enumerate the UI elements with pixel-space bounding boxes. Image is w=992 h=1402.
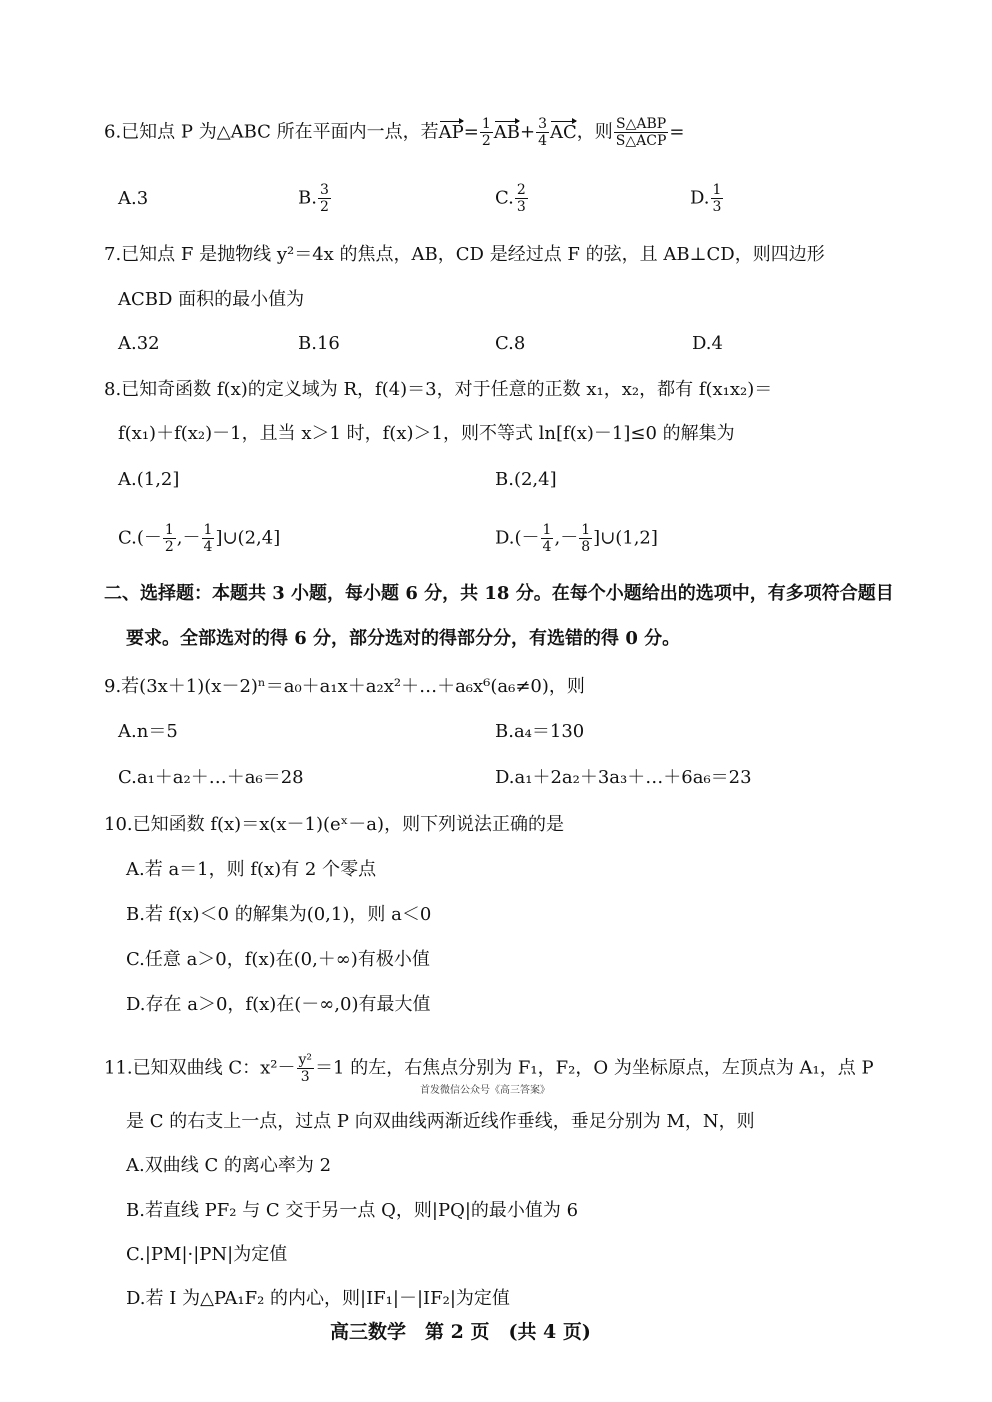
q7-stem-line2: ACBD 面积的最小值为 — [118, 289, 305, 310]
vector-ap: AP — [438, 121, 464, 143]
q11-option-a: A.双曲线 C 的离心率为 2 — [126, 1155, 332, 1176]
q6-option-d: D. $\frac{1}{3}$ — [690, 182, 722, 215]
q7-option-c: C.8 — [495, 333, 526, 354]
q10-stem: 10.已知函数 f(x)＝x(x－1)(eˣ－a)，则下列说法正确的是 — [104, 814, 565, 835]
q10-option-d: D.存在 a＞0，f(x)在(－∞,0)有最大值 — [126, 994, 431, 1015]
q10-option-c: C.任意 a＞0，f(x)在(0,＋∞)有极小值 — [126, 949, 430, 970]
vector-ab: AB — [493, 121, 520, 143]
q8-option-a: A.(1,2] — [118, 469, 180, 490]
q6-fraction-1: $\frac{1}{2}$ — [481, 116, 491, 149]
q7-option-d: D.4 — [692, 333, 723, 354]
section2-heading-line2: 要求。全部选对的得 6 分，部分选对的得部分分，有选错的得 0 分。 — [126, 628, 681, 649]
q7-option-a: A.32 — [118, 333, 160, 354]
q11-stem-line1: 11.已知双曲线 C：x²－ $\frac{\text{y²}}{3}$ ＝1 的左，右焦点分别为 F₁，F₂，O 为坐标原点，左顶点为 A₁，点 P — [104, 1052, 874, 1085]
q11-fraction: $\frac{\text{y²}}{3}$ — [298, 1052, 313, 1085]
q6-stem: 6.已知点 P 为△ABC 所在平面内一点，若AP= $\frac{1}{2}$ AB+ $\frac{3}{4}$ AC，则 $\frac{\text{S△ABP}}{\text{S△ACP}}$ = — [104, 116, 685, 149]
section2-heading-line1: 二、选择题：本题共 3 小题，每小题 6 分，共 18 分。在每个小题给出的选项中，有多项符合题目 — [104, 583, 894, 604]
q8-stem-line2: f(x₁)＋f(x₂)－1，且当 x＞1 时，f(x)＞1，则不等式 ln[f(x)－1]≤0 的解集为 — [118, 423, 735, 444]
q9-stem: 9.若(3x＋1)(x－2)ⁿ＝a₀＋a₁x＋a₂x²＋…＋a₆x⁶(a₆≠0)，则 — [104, 676, 585, 697]
q10-option-a: A.若 a＝1，则 f(x)有 2 个零点 — [126, 859, 377, 880]
q11-option-c: C.|PM|·|PN|为定值 — [126, 1244, 288, 1265]
q6-option-c: C. $\frac{2}{3}$ — [495, 182, 526, 215]
q7-stem-line1: 7.已知点 F 是抛物线 y²＝4x 的焦点，AB，CD 是经过点 F 的弦，且 AB⊥CD，则四边形 — [104, 244, 825, 265]
q8-option-d: D.(－ $\frac{1}{4}$ ,－ $\frac{1}{8}$ ]∪(1,2] — [495, 522, 658, 555]
q7-option-b: B.16 — [298, 333, 340, 354]
vector-ac: AC — [550, 121, 577, 143]
q10-option-b: B.若 f(x)＜0 的解集为(0,1)，则 a＜0 — [126, 904, 432, 925]
q6-fraction-2: $\frac{3}{4}$ — [538, 116, 548, 149]
q8-stem-line1: 8.已知奇函数 f(x)的定义域为 R，f(4)＝3，对于任意的正数 x₁，x₂，都有 f(x₁x₂)＝ — [104, 379, 773, 400]
q6-option-a: A.3 — [118, 188, 149, 209]
q6-area-ratio: $\frac{\text{S△ABP}}{\text{S△ACP}}$ — [615, 116, 667, 149]
watermark-text: 首发微信公众号《高三答案》 — [420, 1085, 550, 1096]
q11-option-b: B.若直线 PF₂ 与 C 交于另一点 Q，则|PQ|的最小值为 6 — [126, 1200, 579, 1221]
q9-option-d: D.a₁＋2a₂＋3a₃＋…＋6a₆＝23 — [495, 767, 752, 788]
page-footer: 高三数学 第 2 页 (共 4 页) — [330, 1321, 591, 1343]
q11-option-d: D.若 I 为△PA₁F₂ 的内心，则|IF₁|－|IF₂|为定值 — [126, 1288, 510, 1309]
q8-option-b: B.(2,4] — [495, 469, 557, 490]
q6-option-b: B. $\frac{3}{2}$ — [298, 182, 329, 215]
q9-option-a: A.n＝5 — [118, 721, 178, 742]
q11-stem-line2: 是 C 的右支上一点，过点 P 向双曲线两渐近线作垂线，垂足分别为 M，N，则 — [126, 1111, 755, 1132]
q9-option-b: B.a₄＝130 — [495, 721, 585, 742]
q9-option-c: C.a₁＋a₂＋…＋a₆＝28 — [118, 767, 304, 788]
q8-option-c: C.(－ $\frac{1}{2}$ ,－ $\frac{1}{4}$ ]∪(2,4] — [118, 522, 281, 555]
